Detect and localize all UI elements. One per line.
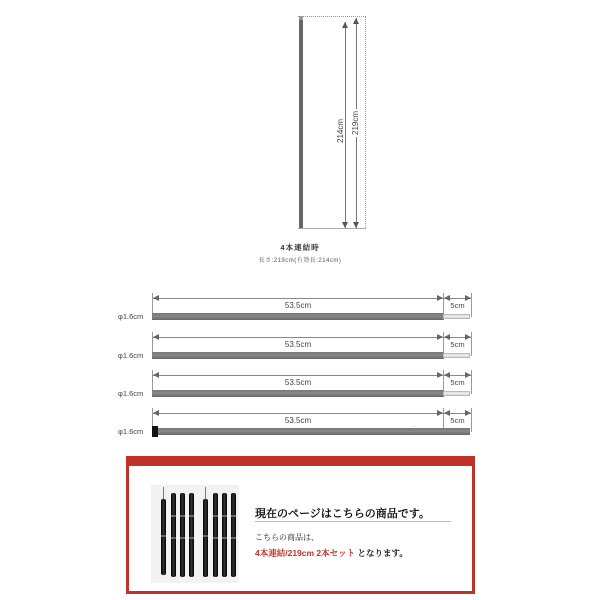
joint-dimension	[444, 298, 471, 299]
section-length-label: 53.5cm	[284, 340, 312, 349]
joint-length-label: 5cm	[450, 340, 465, 349]
pole-joint	[443, 428, 470, 435]
length-dimension	[153, 375, 443, 376]
pole-joint	[443, 391, 470, 396]
notice-suffix: となります。	[357, 548, 408, 558]
section-length-label: 53.5cm	[284, 378, 312, 387]
base-line	[298, 228, 366, 229]
product-set-highlight: 4本連結/219cm 2本セット	[255, 548, 356, 558]
joint-length-label: 5cm	[450, 416, 465, 425]
joint-length-label: 5cm	[450, 301, 465, 310]
notice-accent-band	[129, 459, 472, 466]
pole-rod	[158, 428, 444, 435]
diameter-label: φ1.6cm	[118, 312, 144, 321]
pole-rod	[152, 390, 444, 397]
length-dimension	[153, 298, 443, 299]
joint-dimension	[444, 337, 471, 338]
diagram-subtitle: 長さ:219cm(有効長:214cm)	[258, 258, 342, 264]
length-dimension	[153, 413, 443, 414]
assembled-pole	[299, 20, 303, 228]
notice-product-line	[255, 547, 408, 559]
length-dimension	[153, 337, 443, 338]
pole-section-3	[0, 367, 600, 407]
diameter-label: φ1.6cm	[118, 427, 144, 436]
joint-dimension	[444, 413, 471, 414]
pole-section-4	[0, 405, 600, 445]
dimension-effective-length	[345, 22, 346, 228]
pole-joint	[443, 353, 470, 358]
label-214cm: 214cm	[336, 118, 345, 143]
pole-rod	[152, 352, 444, 359]
joint-length-label: 5cm	[450, 378, 465, 387]
brand-logo-mark: ⁀	[412, 427, 417, 433]
product-image	[151, 485, 239, 583]
pole-joint	[443, 314, 470, 319]
notice-divider	[255, 521, 451, 522]
label-219cm: 219cm	[351, 110, 360, 135]
notice-heading: 現在のページはこちらの商品です。	[255, 508, 430, 520]
diameter-label: φ1.6cm	[118, 389, 144, 398]
section-length-label: 53.5cm	[284, 416, 312, 425]
notice-intro-text: こちらの商品は、	[255, 533, 319, 542]
joint-dimension	[444, 375, 471, 376]
diagram-title: 4本連結時	[280, 243, 320, 252]
pole-section-2	[0, 329, 600, 369]
pole-section-1	[0, 290, 600, 330]
notice-box	[126, 456, 475, 594]
section-length-label: 53.5cm	[284, 301, 312, 310]
diameter-label: φ1.6cm	[118, 351, 144, 360]
pole-rod	[152, 313, 444, 320]
